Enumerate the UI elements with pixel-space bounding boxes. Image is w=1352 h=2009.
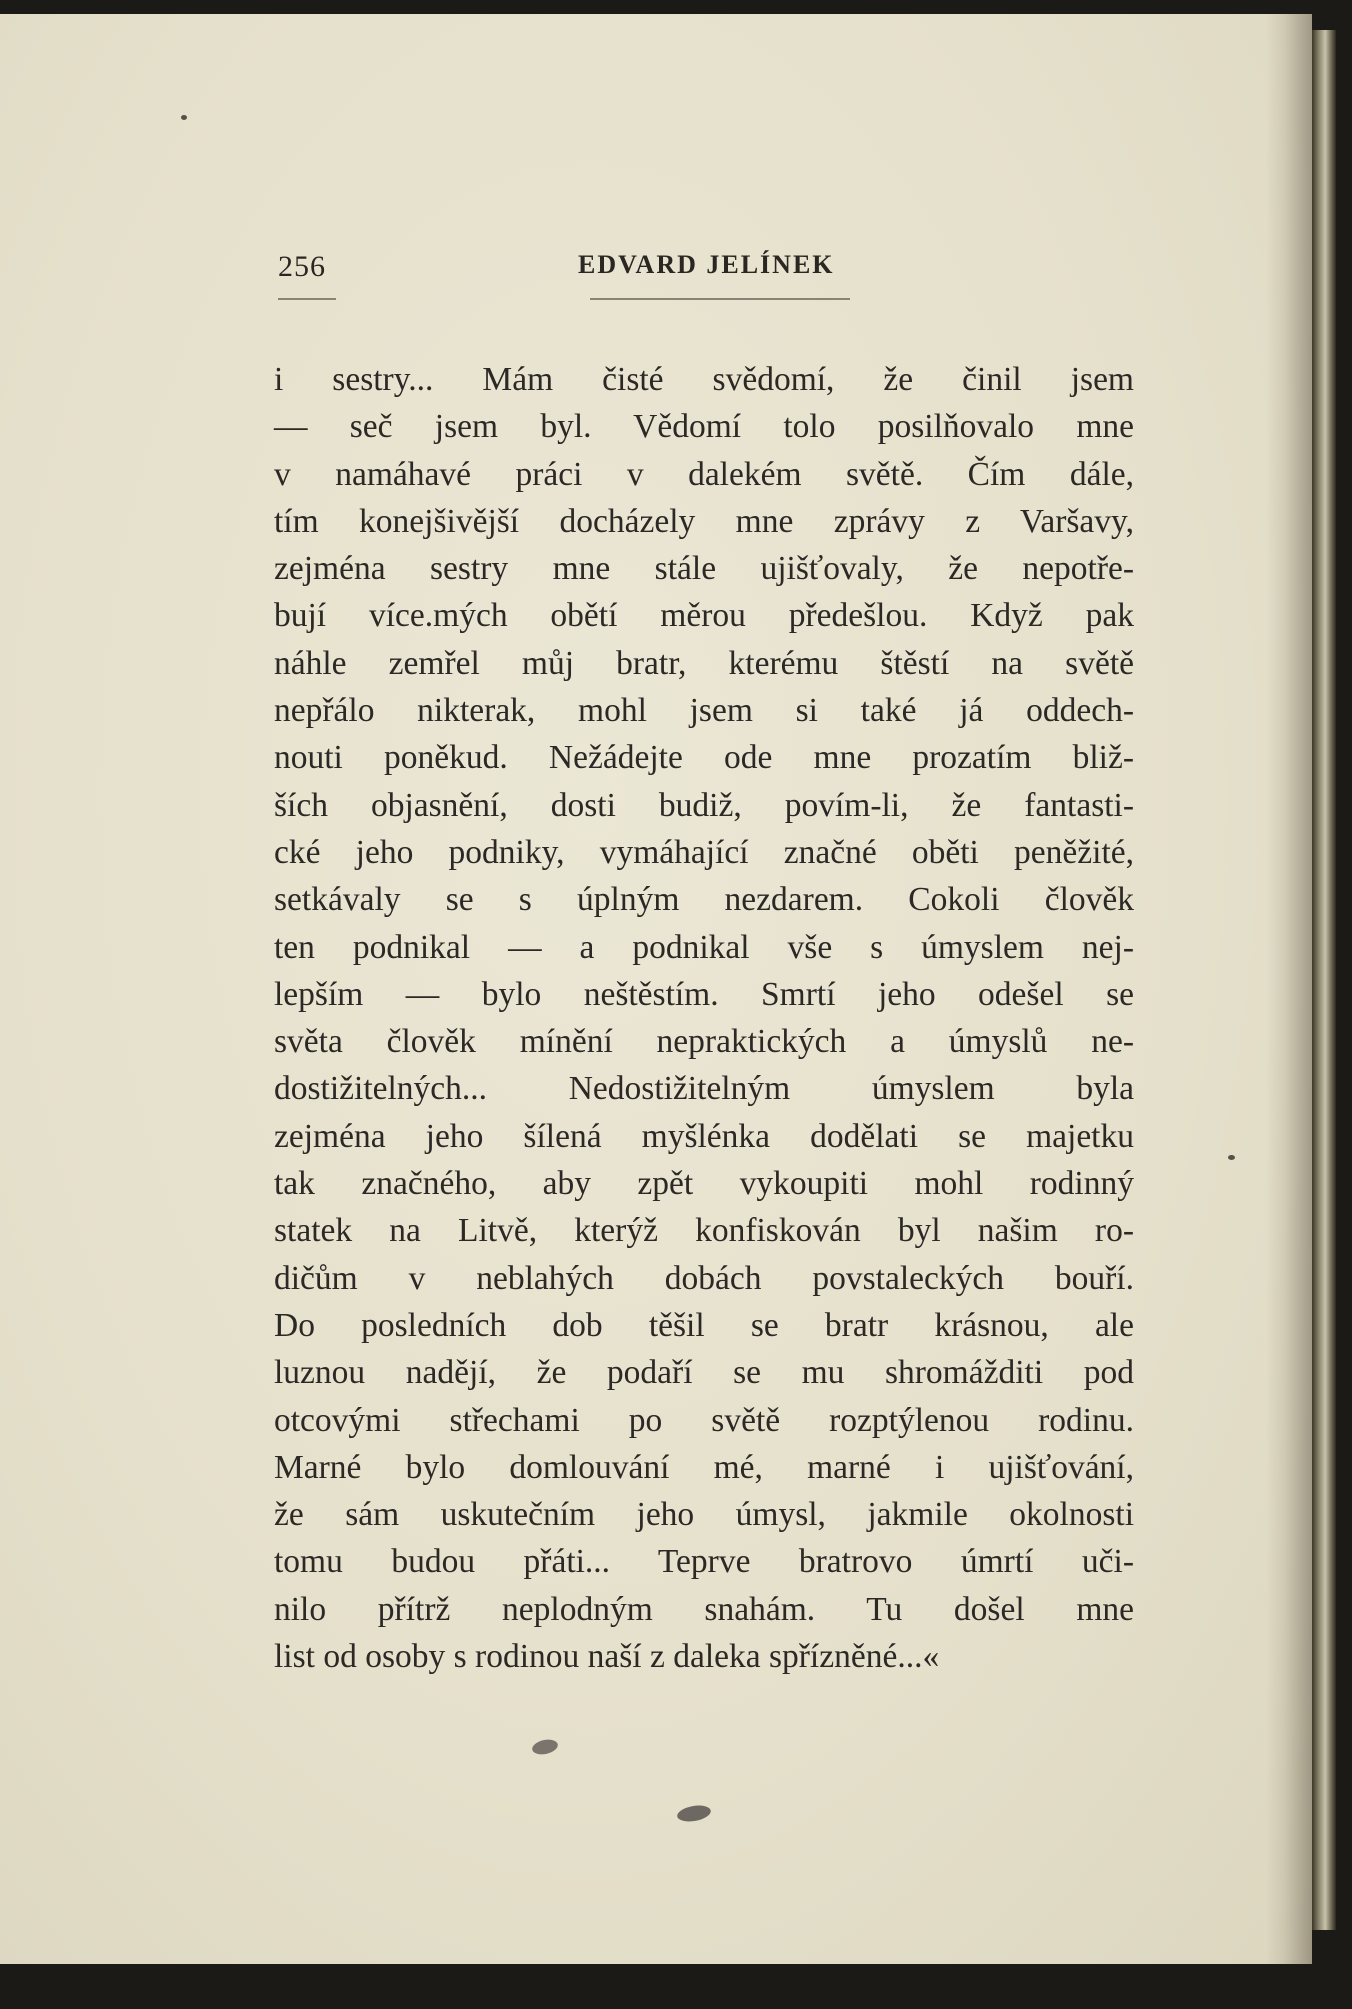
text-line: tak značného, aby zpět vykoupiti mohl rodinný	[274, 1165, 1134, 1203]
text-line: setkávaly se s úplným nezdarem. Cokoli člověk	[274, 881, 1134, 919]
running-head	[278, 246, 858, 286]
text-line: ten podnikal — a podnikal vše s úmyslem nej-	[274, 928, 1134, 966]
page-paper	[0, 14, 1312, 1964]
text-line: zejména sestry mne stále ujišťovaly, že nepotře-	[274, 550, 1134, 588]
text-line: nouti poněkud. Nežádejte ode mne prozatím bliž-	[274, 739, 1134, 777]
text-line: nilo přítrž neplodným snahám. Tu došel mne	[274, 1590, 1134, 1628]
ink-speck	[1228, 1155, 1235, 1160]
text-line: že sám uskutečním jeho úmysl, jakmile okolnosti	[274, 1496, 1134, 1534]
text-line: luznou nadějí, že podaří se mu shromážditi pod	[274, 1354, 1134, 1392]
text-line: ších objasnění, dosti budiž, povím-li, že fantasti-	[274, 786, 1134, 824]
header-rule-right	[590, 298, 850, 300]
page-number: 256	[278, 250, 326, 283]
text-line: dostižitelných... Nedostižitelným úmyslem byla	[274, 1070, 1134, 1108]
text-line: světa člověk mínění nepraktických a úmyslů ne-	[274, 1023, 1134, 1061]
ink-speck	[531, 1737, 559, 1756]
text-line: cké jeho podniky, vymáhající značné oběti peněžité,	[274, 833, 1134, 871]
text-line: náhle zemřel můj bratr, kterému štěstí na světě	[274, 644, 1134, 682]
text-line: lepším — bylo neštěstím. Smrtí jeho odešel se	[274, 975, 1134, 1013]
text-line: Marné bylo domlouvání mé, marné i ujišťování,	[274, 1448, 1134, 1486]
text-line: nepřálo nikterak, mohl jsem si také já oddech-	[274, 692, 1134, 730]
body-text	[274, 356, 1134, 1680]
text-line: dičům v neblahých dobách povstaleckých bouří.	[274, 1259, 1134, 1297]
text-line: tím konejšivější docházely mne zprávy z Varšavy,	[274, 502, 1134, 540]
text-line: list od osoby s rodinou naší z daleka spřízněné...«	[274, 1638, 940, 1676]
ink-speck	[676, 1803, 712, 1824]
text-line: — seč jsem byl. Vědomí tolo posilňovalo mne	[274, 408, 1134, 446]
text-line: i sestry... Mám čisté svědomí, že činil jsem	[274, 361, 1134, 398]
text-line: v namáhavé práci v dalekém světě. Čím dále,	[274, 455, 1134, 493]
text-line: statek na Litvě, kterýž konfiskován byl našim ro-	[274, 1212, 1134, 1250]
text-line: bují více.mých obětí měrou předešlou. Když pak	[274, 597, 1134, 635]
running-head-author: EDVARD JELÍNEK	[578, 250, 835, 279]
text-line: Do posledních dob těšil se bratr krásnou, ale	[274, 1306, 1134, 1344]
text-line: zejména jeho šílená myšlénka dodělati se majetku	[274, 1117, 1134, 1155]
text-line: tomu budou přáti... Teprve bratrovo úmrtí uči-	[274, 1543, 1134, 1581]
text-line: otcovými střechami po světě rozptýlenou rodinu.	[274, 1401, 1134, 1439]
spine-shadow	[1266, 14, 1312, 1964]
ink-speck	[181, 115, 187, 120]
page-edge-strip	[1312, 30, 1336, 1930]
header-rule-left	[278, 298, 336, 300]
